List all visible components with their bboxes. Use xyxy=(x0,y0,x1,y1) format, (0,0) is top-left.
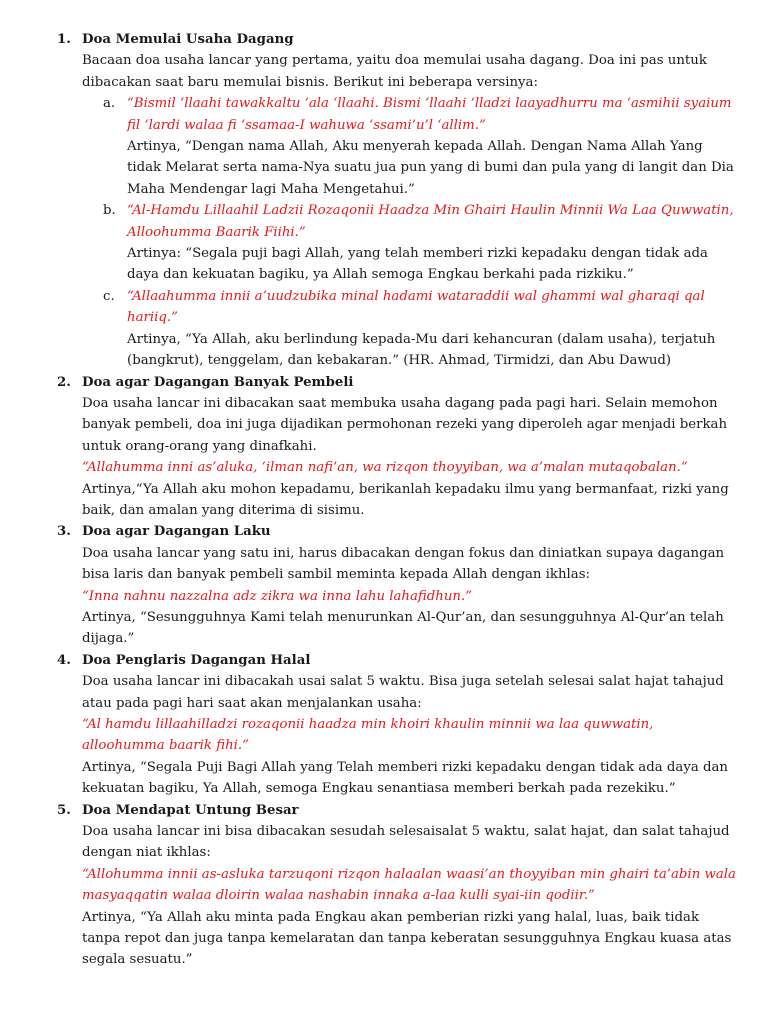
section-heading xyxy=(0,29,738,50)
doa-text: “Al hamdu lillaahilladzi rozaqonii haadza min khoiri khaulin minnii wa laa quwwatin, alloohumma baarik fihi.” xyxy=(82,717,654,754)
doa-text: “Bismil ‘llaahi tawakkaltu ‘ala ‘llaahi. Bismi ‘llaahi ‘lladzi laayadhurru ma ‘asmihii syaium fil ‘lardi walaa fi ‘ssamaa-I wahuwa ‘ssami’u’l ‘allim.” xyxy=(127,96,732,133)
section-number: 5. xyxy=(57,802,71,818)
section-intro: Doa usaha lancar ini bisa dibacakan sesudah selesaisalat 5 waktu, salat hajat, dan salat tahajud dengan niat ikhlas: xyxy=(82,824,730,861)
doa-text: “Allahumma inni as’aluka, ‘ilman nafi’an, wa rizqon thoyyiban, wa a’malan mutaqobalan.” xyxy=(82,460,688,476)
section-intro: Doa usaha lancar ini dibacakah usai salat 5 waktu. Bisa juga setelah selesai salat hajat tahajud atau pada pagi hari saat akan menjalankan usaha: xyxy=(82,674,724,711)
section-number: 3. xyxy=(57,524,71,540)
doa-translation: Artinya, “Sesungguhnya Kami telah menurunkan Al-Qur’an, dan sesungguhnya Al-Qur’an telah dijaga.” xyxy=(82,609,724,647)
section-intro: Doa usaha lancar ini dibacakan saat membuka usaha dagang pada pagi hari. Selain memohon banyak pembeli, doa ini juga dijadikan permohonan rezeki yang diperoleh agar menjadi berkah untuk orang-orang yang dinafkahi. xyxy=(82,395,728,454)
doa-translation: Artinya, “Dengan nama Allah, Aku menyerah kepada Allah. Dengan Nama Allah Yang tidak Melarat serta nama-Nya suatu jua pun yang di bumi dan pula yang di langit dan Dia Maha Mendengar lagi Maha Mengetahui.” xyxy=(127,139,734,197)
section-title: Doa agar Dagangan Laku xyxy=(82,524,271,540)
doa-text: “Inna nahnu nazzalna adz zikra wa inna lahu lahafidhun.” xyxy=(82,588,473,604)
list-item xyxy=(0,286,738,372)
doa-translation: Artinya, “Ya Allah, aku berlindung kepada-Mu dari kehancuran (dalam usaha), terjatuh (bangkrut), tenggelam, dan kebakaran.” (HR. Ahmad, Tirmidzi, dan Abu Dawud) xyxy=(127,331,716,369)
doa-text: “Allohumma innii as-asluka tarzuqoni rizqon halaalan waasi’an thoyyiban min ghairi ta’abin wala masyaqqatin walaa dloirin walaa nashabin innaka a-laa kulli syai-iin qodiir.” xyxy=(82,866,736,904)
section-doa-penglaris-halal xyxy=(0,650,738,800)
section-number: 4. xyxy=(57,652,71,668)
section-heading xyxy=(0,650,738,671)
list-item xyxy=(0,93,738,200)
section-doa-banyak-pembeli xyxy=(0,372,738,522)
doa-translation: Artinya, “Ya Allah aku minta pada Engkau akan pemberian rizki yang halal, luas, baik tidak tanpa repot dan juga tanpa kemelaratan dan tanpa keberatan sesungguhnya Engkau kuasa atas segala sesuatu.” xyxy=(82,909,732,968)
section-doa-memulai-usaha xyxy=(0,29,738,372)
section-doa-dagangan-laku xyxy=(0,521,738,649)
section-doa-untung-besar xyxy=(0,800,738,971)
doa-translation: Artinya, “Segala Puji Bagi Allah yang Telah memberi rizki kepadaku dengan tidak ada daya dan kekuatan bagiku, Ya Allah, semoga Engkau senantiasa memberi berkah pada rezekiku.” xyxy=(82,759,728,797)
doa-text: “Al-Hamdu Lillaahil Ladzii Rozaqonii Haadza Min Ghairi Haulin Minnii Wa Laa Quwwatin, Alloohumma Baarik Fiihi.” xyxy=(127,203,734,240)
section-heading xyxy=(0,521,738,542)
list-item xyxy=(0,200,738,286)
section-intro: Bacaan doa usaha lancar yang pertama, yaitu doa memulai usaha dagang. Doa ini pas untuk dibacakan saat baru memulai bisnis. Berikut ini beberapa versinya: xyxy=(82,53,707,90)
section-number: 2. xyxy=(57,374,71,390)
doa-translation: Artinya: “Segala puji bagi Allah, yang telah memberi rizki kepadaku dengan tidak ada daya dan kekuatan bagiku, ya Allah semoga Engkau berkahi pada rizkiku.” xyxy=(127,246,708,283)
list-item-letter: b. xyxy=(103,203,116,219)
section-heading xyxy=(0,800,738,821)
list-item-letter: c. xyxy=(103,288,115,304)
section-number: 1. xyxy=(57,32,71,47)
section-title: Doa Mendapat Untung Besar xyxy=(82,802,299,818)
section-title: Doa Penglaris Dagangan Halal xyxy=(82,652,311,668)
list-item-letter: a. xyxy=(103,96,116,112)
section-title: Doa Memulai Usaha Dagang xyxy=(82,32,294,47)
section-intro: Doa usaha lancar yang satu ini, harus dibacakan dengan fokus dan diniatkan supaya dagangan bisa laris dan banyak pembeli sambil meminta kepada Allah dengan ikhlas: xyxy=(82,545,725,583)
doa-translation: Artinya,“Ya Allah aku mohon kepadamu, berikanlah kepadaku ilmu yang bermanfaat, rizki yang baik, dan amalan yang diterima di sisimu. xyxy=(82,481,729,518)
doa-text: “Allaahumma innii a’uudzubika minal hadami wataraddii wal ghammi wal gharaqi qal hariiq.” xyxy=(127,288,705,326)
section-heading xyxy=(0,372,738,393)
section-title: Doa agar Dagangan Banyak Pembeli xyxy=(82,374,354,390)
